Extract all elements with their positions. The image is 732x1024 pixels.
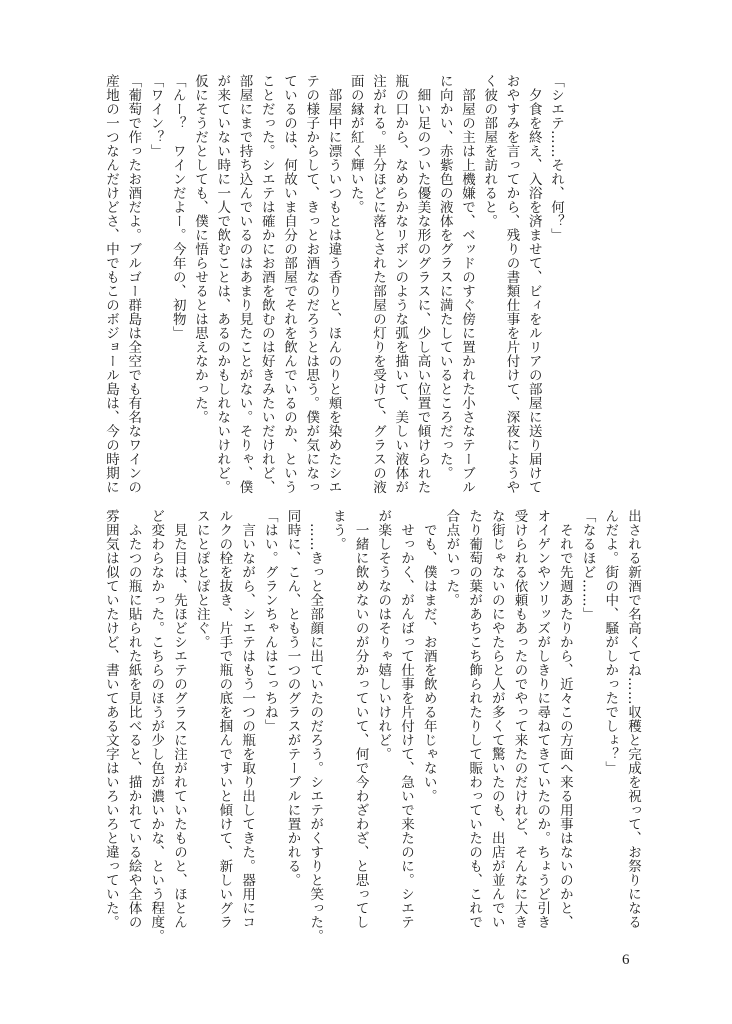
text-column: 部屋の主は上機嫌で、ベッドのすぐ傍に置かれた小さなテーブル [459,74,475,494]
text-column: ルクの栓を抜き、片手で瓶の底を掴んですいと傾けて、新しいグラ [216,509,233,929]
text-column: 一緒に飲めないのが分かっていて、何で今わざわざ、と思ってし [352,509,369,929]
text-column: たり葡萄の葉があちこち飾られたりして賑わっていたのも、これで [466,509,483,929]
text-column: ……きっと全部顔に出ていたのだろう。シエテがくすりと笑った。 [307,509,324,943]
text-column: が楽しそうなのはそりゃ嬉しいけれど。 [375,509,392,761]
text-column: 同時に、こん、ともう一つのグラスがテーブルに置かれる。 [284,509,301,887]
text-column: んだよ。街の中、騒がしかったでしょ？」 [602,509,619,775]
text-column: 産地の一つなんだけどさ、中でもこのボジョール島は、今の時期に [103,74,119,494]
text-column: おやすみを言ってから、残りの書類仕事を片付けて、深夜にようや [503,74,520,494]
text-column: に向かい、赤紫色の液体をグラスに満たしているところだった。 [436,74,453,480]
text-column: 言いながら、シエテはもう一つの瓶を取り出してきた。器用にコ [239,509,256,929]
text-column: 合点がいった。 [443,509,460,607]
text-column: ことだった。シエテは確かにお酒を飲むのは好きみたいだけれど、 [258,74,275,494]
text-column: 夕食を終え、入浴を済ませて、ビィをルリアの部屋に送り届けて [525,74,542,494]
text-column: が来ていない時に一人で飲むことは、あるのかもしれないけれど。 [214,74,231,494]
text-column: な街じゃないのにやたらと人が多くて驚いたのも、出店が並んでい [488,509,505,929]
text-column: 部屋にまで持ち込んでいるのはあまり見たことがない。そりゃ、僕 [236,74,253,494]
text-column: ふたつの瓶に貼られた紙を見比べると、描かれている絵や全体の [125,509,142,929]
text-column: 瓶の口から、なめらかなリボンのような弧を描いて、美しい液体が [392,74,409,494]
text-column: 「はい。グランちゃんはこっちね」 [261,509,278,733]
text-column: 「んー？ ワインだよー。今年の、初物」 [169,74,186,340]
text-column: 細い足のついた優美な形のグラスに、少し高い位置で傾けられた [414,74,431,494]
text-column: 受けられる依頼もあったのでやって来たのだけれど、そんなに大き [511,509,528,929]
text-column: でも、僕はまだ、お酒を飲める年じゃない。 [420,509,437,803]
text-column: 見た目は、先ほどシエテのグラスに注がれていたものと、ほとん [171,509,187,929]
text-column: 「シエテ……それ、何？」 [548,74,564,242]
text-column: それで先週あたりから、近々この方面へ来る用事はないのかと、 [556,509,573,929]
text-column: 雰囲気は似ていたけど、書いてある文字はいろいろと違っていた。 [102,509,119,929]
text-column: 面の縁が紅く輝いた。 [347,74,364,214]
text-column: ど変わらなかった。こちらのほうが少し色が濃いかな、という程度。 [148,509,165,943]
text-column: 仮にそうだとしても、僕に悟らせるとは思えなかった。 [192,74,208,424]
page-number: 6 [622,952,630,968]
text-column: スにとぽとぽと注ぐ。 [193,509,210,649]
text-column: 注がれる。半分ほどに落とされた部屋の灯りを受けて、グラスの液 [370,74,386,494]
text-column: 「ワイン？」 [147,74,164,158]
text-column: テの様子からして、きっとお酒なのだろうとは思う。僕が気になっ [303,74,320,494]
text-column: オイゲンやソリッズがしきりに尋ねてきていたのか。ちょうど引き [534,509,551,929]
text-column: 「なるほど……」 [579,509,596,621]
text-column: まう。 [329,509,346,551]
text-column: 部屋中に漂ういつもとは違う香りと、ほんのりと頬を染めたシエ [325,74,342,494]
text-column: 「葡萄で作ったお酒だよ。ブルゴー群島は全空でも有名なワインの [125,74,142,494]
text-column: ているのは、何故いま自分の部屋でそれを飲んでいるのか、という [281,74,297,494]
text-column: く彼の部屋を訪れると。 [481,74,498,228]
text-column: 出される新酒で名高くてね……収穫と完成を祝って、お祭りになる [625,509,641,929]
text-column: せっかく、がんばって仕事を片付けて、急いで来たのに。シエテ [398,509,414,929]
